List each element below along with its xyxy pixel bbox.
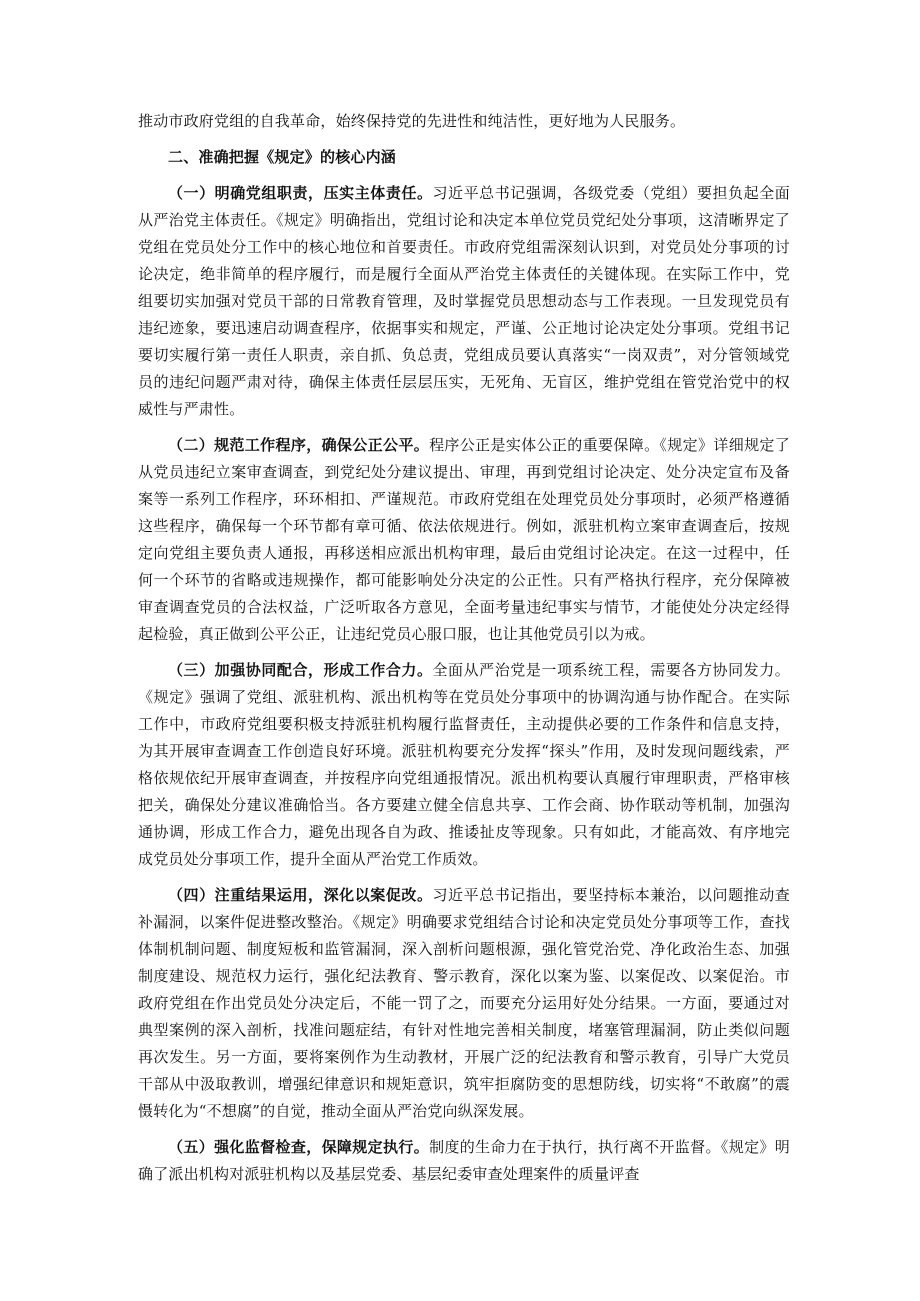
document-page [138,108,790,1197]
paragraph-body: 程序公正是实体公正的重要保障。《规定》详细规定了从党员违纪立案审查调查，到党纪处分建议提出、审理，再到党组讨论决定、处分决定宣布及备案等一系列工作程序，环环相扣、严谨规范。市政府党组在处理党员处分事项时，必须严格遵循这些程序，确保每一个环节都有章可循、依法依规进行。例如，派驻机构立案审查调查后，按规定向党组主要负责人通报，再移送相应派出机构审理，最后由党组讨论决定。在这一过程中，任何一个环节的省略或违规操作，都可能影响处分决定的公正性。只有严格执行程序，充分保障被审查调查党员的合法权益，广泛听取各方意见，全面考量违纪事实与情节，才能使处分决定经得起检验，真正做到公平公正，让违纪党员心服口服，也让其他党员引以为戒。 [138,436,790,643]
paragraph-3 [138,657,790,873]
paragraph-lead: （一）明确党组职责，压实主体责任。 [168,184,433,202]
paragraph-2 [138,432,790,648]
paragraph-5 [138,1134,790,1188]
paragraph-lead: （四）注重结果运用，深化以案促改。 [168,886,433,904]
paragraph-body: 习近平总书记强调，各级党委（党组）要担负起全面从严治党主体责任。《规定》明确指出，党组讨论和决定本单位党员党纪处分事项，这清晰界定了党组在党员处分工作中的核心地位和首要责任。市政府党组需深刻认识到，对党员处分事项的讨论决定，绝非简单的程序履行，而是履行全面从严治党主体责任的关键体现。在实际工作中，党组要切实加强对党员干部的日常教育管理，及时掌握党员思想动态与工作表现。一旦发现党员有违纪迹象，要迅速启动调查程序，依据事实和规定，严谨、公正地讨论决定处分事项。党组书记要切实履行第一责任人职责，亲自抓、负总责，党组成员要认真落实“一岗双责”，对分管领域党员的违纪问题严肃对待，确保主体责任层层压实，无死角、无盲区，维护党组在管党治党中的权威性与严肃性。 [138,184,790,418]
paragraph-lead: （三）加强协同配合，形成工作合力。 [168,661,433,679]
paragraph-body: 制度的生命力在于执行，执行离不开监督。《规定》明确了派出机构对派驻机构以及基层党委、基层纪委审查处理案件的质量评查 [138,1138,790,1183]
paragraph-body: 全面从严治党是一项系统工程，需要各方协同发力。《规定》强调了党组、派驻机构、派出机构等在党员处分事项中的协调沟通与协作配合。在实际工作中，市政府党组要积极支持派驻机构履行监督责任，主动提供必要的工作条件和信息支持，为其开展审查调查工作创造良好环境。派驻机构要充分发挥“探头”作用，及时发现问题线索，严格依规依纪开展审查调查，并按程序向党组通报情况。派出机构要认真履行审理职责，严格审核把关，确保处分建议准确恰当。各方要建立健全信息共享、工作会商、协作联动等机制，加强沟通协调，形成工作合力，避免出现各自为政、推诿扯皮等现象。只有如此，才能高效、有序地完成党员处分事项工作，提升全面从严治党工作质效。 [138,661,790,868]
opening-paragraph: 推动市政府党组的自我革命，始终保持党的先进性和纯洁性，更好地为人民服务。 [138,112,686,130]
paragraph-body: 习近平总书记指出，要坚持标本兼治，以问题推动查补漏洞，以案件促进整改整治。《规定》明确要求党组结合讨论和决定党员处分事项等工作，查找体制机制问题、制度短板和监管漏洞，深入剖析问题根源，强化管党治党、净化政治生态、加强制度建设、规范权力运行，强化纪法教育、警示教育，深化以案为鉴、以案促改、以案促治。市政府党组在作出党员处分决定后，不能一罚了之，而要充分运用好处分结果。一方面，要通过对典型案例的深入剖析，找准问题症结，有针对性地完善相关制度，堵塞管理漏洞，防止类似问题再次发生。另一方面，要将案例作为生动教材，开展广泛的纪法教育和警示教育，引导广大党员干部从中汲取教训，增强纪律意识和规矩意识，筑牢拒腐防变的思想防线，切实将“不敢腐”的震慑转化为“不想腐”的自觉，推动全面从严治党向纵深发展。 [138,886,790,1120]
paragraph-lead: （二）规范工作程序，确保公正公平。 [168,436,430,454]
paragraph-1 [138,180,790,423]
section-heading: 二、准确把握《规定》的核心内涵 [168,148,397,166]
paragraph-lead: （五）强化监督检查，保障规定执行。 [168,1138,430,1156]
paragraph-4 [138,882,790,1125]
